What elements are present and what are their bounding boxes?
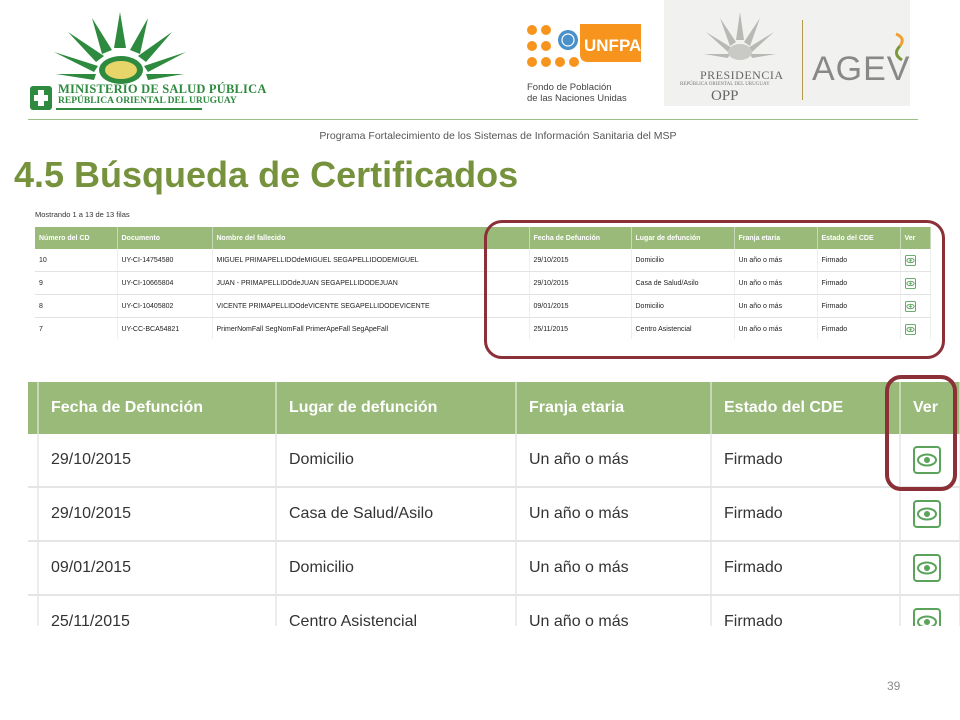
cell-estado: Firmado [711, 541, 900, 595]
cell-fecha: 09/01/2015 [38, 541, 276, 595]
cell-franja: Un año o más [734, 295, 817, 318]
row-edge [28, 487, 38, 541]
col-header-estado[interactable]: Estado del CDE [817, 227, 900, 249]
cell-estado: Firmado [817, 318, 900, 340]
logo-divider [802, 20, 803, 100]
cell-lugar: Domicilio [631, 295, 734, 318]
table-row[interactable] [28, 595, 960, 626]
zoomed-header-row [28, 382, 960, 434]
slide-title: 4.5 Búsqueda de Certificados [14, 154, 519, 195]
cell-ver [900, 541, 960, 595]
cell-franja: Un año o más [516, 434, 711, 487]
zoomed-table [28, 382, 960, 626]
cell-fecha: 29/10/2015 [38, 487, 276, 541]
cell-nombre: PrimerNomFall SegNomFall PrimerApeFall SegApeFall [212, 318, 529, 340]
table-row[interactable] [28, 541, 960, 595]
cell-franja: Un año o más [734, 318, 817, 340]
opp-country: REPÚBLICA ORIENTAL DEL URUGUAY [680, 82, 770, 87]
agev-logo: AGEV [812, 50, 911, 88]
cell-fecha: 25/11/2015 [529, 318, 631, 340]
zoomed-col-edge [28, 382, 38, 434]
cell-lugar: Domicilio [276, 541, 516, 595]
cell-fecha: 29/10/2015 [529, 272, 631, 295]
program-subtitle: Programa Fortalecimiento de los Sistemas de Información Sanitaria del MSP [319, 130, 677, 142]
col-header-fecha[interactable]: Fecha de Defunción [529, 227, 631, 249]
cell-lugar: Casa de Salud/Asilo [276, 487, 516, 541]
cell-estado: Firmado [817, 249, 900, 272]
view-eye-icon[interactable] [913, 500, 941, 528]
table-row[interactable] [28, 434, 960, 487]
row-edge [28, 595, 38, 626]
cell-numero: 8 [35, 295, 117, 318]
header-rule [28, 119, 918, 120]
agev-swirl-icon [882, 32, 912, 64]
cell-franja: Un año o más [734, 272, 817, 295]
col-header-ver: Ver [900, 227, 930, 249]
cell-numero: 10 [35, 249, 117, 272]
cell-estado: Firmado [711, 434, 900, 487]
unfpa-wordmark: UNFPA [584, 36, 641, 55]
cell-lugar: Centro Asistencial [631, 318, 734, 340]
unfpa-line1: Fondo de Población [527, 82, 612, 93]
col-header-documento[interactable]: Documento [117, 227, 212, 249]
cell-documento: UY-CI-10405802 [117, 295, 212, 318]
msp-name: MINISTERIO DE SALUD PÚBLICA [58, 82, 267, 96]
unfpa-line2: de las Naciones Unidas [527, 93, 627, 104]
zoomed-col-header-franja[interactable]: Franja etaria [516, 382, 711, 434]
opp-acronym: OPP [711, 88, 739, 104]
highlight-frame-view-button [885, 375, 957, 491]
zoomed-col-header-fecha[interactable]: Fecha de Defunción [38, 382, 276, 434]
opp-presidencia: PRESIDENCIA [700, 68, 784, 82]
cell-lugar: Domicilio [631, 249, 734, 272]
results-count: Mostrando 1 a 13 de 13 filas [35, 210, 130, 219]
cell-documento: UY-CI-10665804 [117, 272, 212, 295]
cell-franja: Un año o más [516, 595, 711, 626]
opp-sun-logo [700, 10, 780, 64]
cell-estado: Firmado [817, 295, 900, 318]
cell-estado: Firmado [711, 595, 900, 626]
zoomed-col-header-estado[interactable]: Estado del CDE [711, 382, 900, 434]
cell-fecha: 29/10/2015 [529, 249, 631, 272]
unfpa-logo [526, 24, 641, 84]
cell-lugar: Casa de Salud/Asilo [631, 272, 734, 295]
view-eye-icon[interactable] [913, 554, 941, 582]
zoomed-col-header-lugar[interactable]: Lugar de defunción [276, 382, 516, 434]
table-row[interactable] [28, 487, 960, 541]
row-edge [28, 434, 38, 487]
cell-ver [900, 595, 960, 626]
highlight-frame-columns [484, 220, 945, 359]
cell-numero: 9 [35, 272, 117, 295]
col-header-franja[interactable]: Franja etaria [734, 227, 817, 249]
cell-franja: Un año o más [516, 541, 711, 595]
col-header-nombre[interactable]: Nombre del fallecido [212, 227, 529, 249]
cell-documento: UY-CC-BCA54821 [117, 318, 212, 340]
cell-numero: 7 [35, 318, 117, 340]
cell-documento: UY-CI-14754580 [117, 249, 212, 272]
cell-nombre: VICENTE PRIMAPELLIDOdeVICENTE SEGAPELLIDODEVICENTE [212, 295, 529, 318]
col-header-numero[interactable]: Número del CD [35, 227, 117, 249]
unfpa-caption [527, 82, 627, 104]
page-number: 39 [887, 679, 901, 693]
cell-estado: Firmado [711, 487, 900, 541]
view-eye-icon[interactable] [913, 608, 941, 626]
cell-fecha: 09/01/2015 [529, 295, 631, 318]
cell-fecha: 25/11/2015 [38, 595, 276, 626]
cell-franja: Un año o más [734, 249, 817, 272]
cell-lugar: Centro Asistencial [276, 595, 516, 626]
cell-nombre: JUAN - PRIMAPELLIDOdeJUAN SEGAPELLIDODEJUAN [212, 272, 529, 295]
cell-nombre: MIGUEL PRIMAPELLIDOdeMIGUEL SEGAPELLIDODEMIGUEL [212, 249, 529, 272]
col-header-lugar[interactable]: Lugar de defunción [631, 227, 734, 249]
msp-country: REPÚBLICA ORIENTAL DEL URUGUAY [58, 96, 237, 106]
cell-estado: Firmado [817, 272, 900, 295]
zoomed-col-header-ver: Ver [900, 382, 960, 434]
cell-ver [900, 487, 960, 541]
cell-franja: Un año o más [516, 487, 711, 541]
cell-fecha: 29/10/2015 [38, 434, 276, 487]
cell-lugar: Domicilio [276, 434, 516, 487]
row-edge [28, 541, 38, 595]
zoomed-results-table [28, 382, 960, 626]
